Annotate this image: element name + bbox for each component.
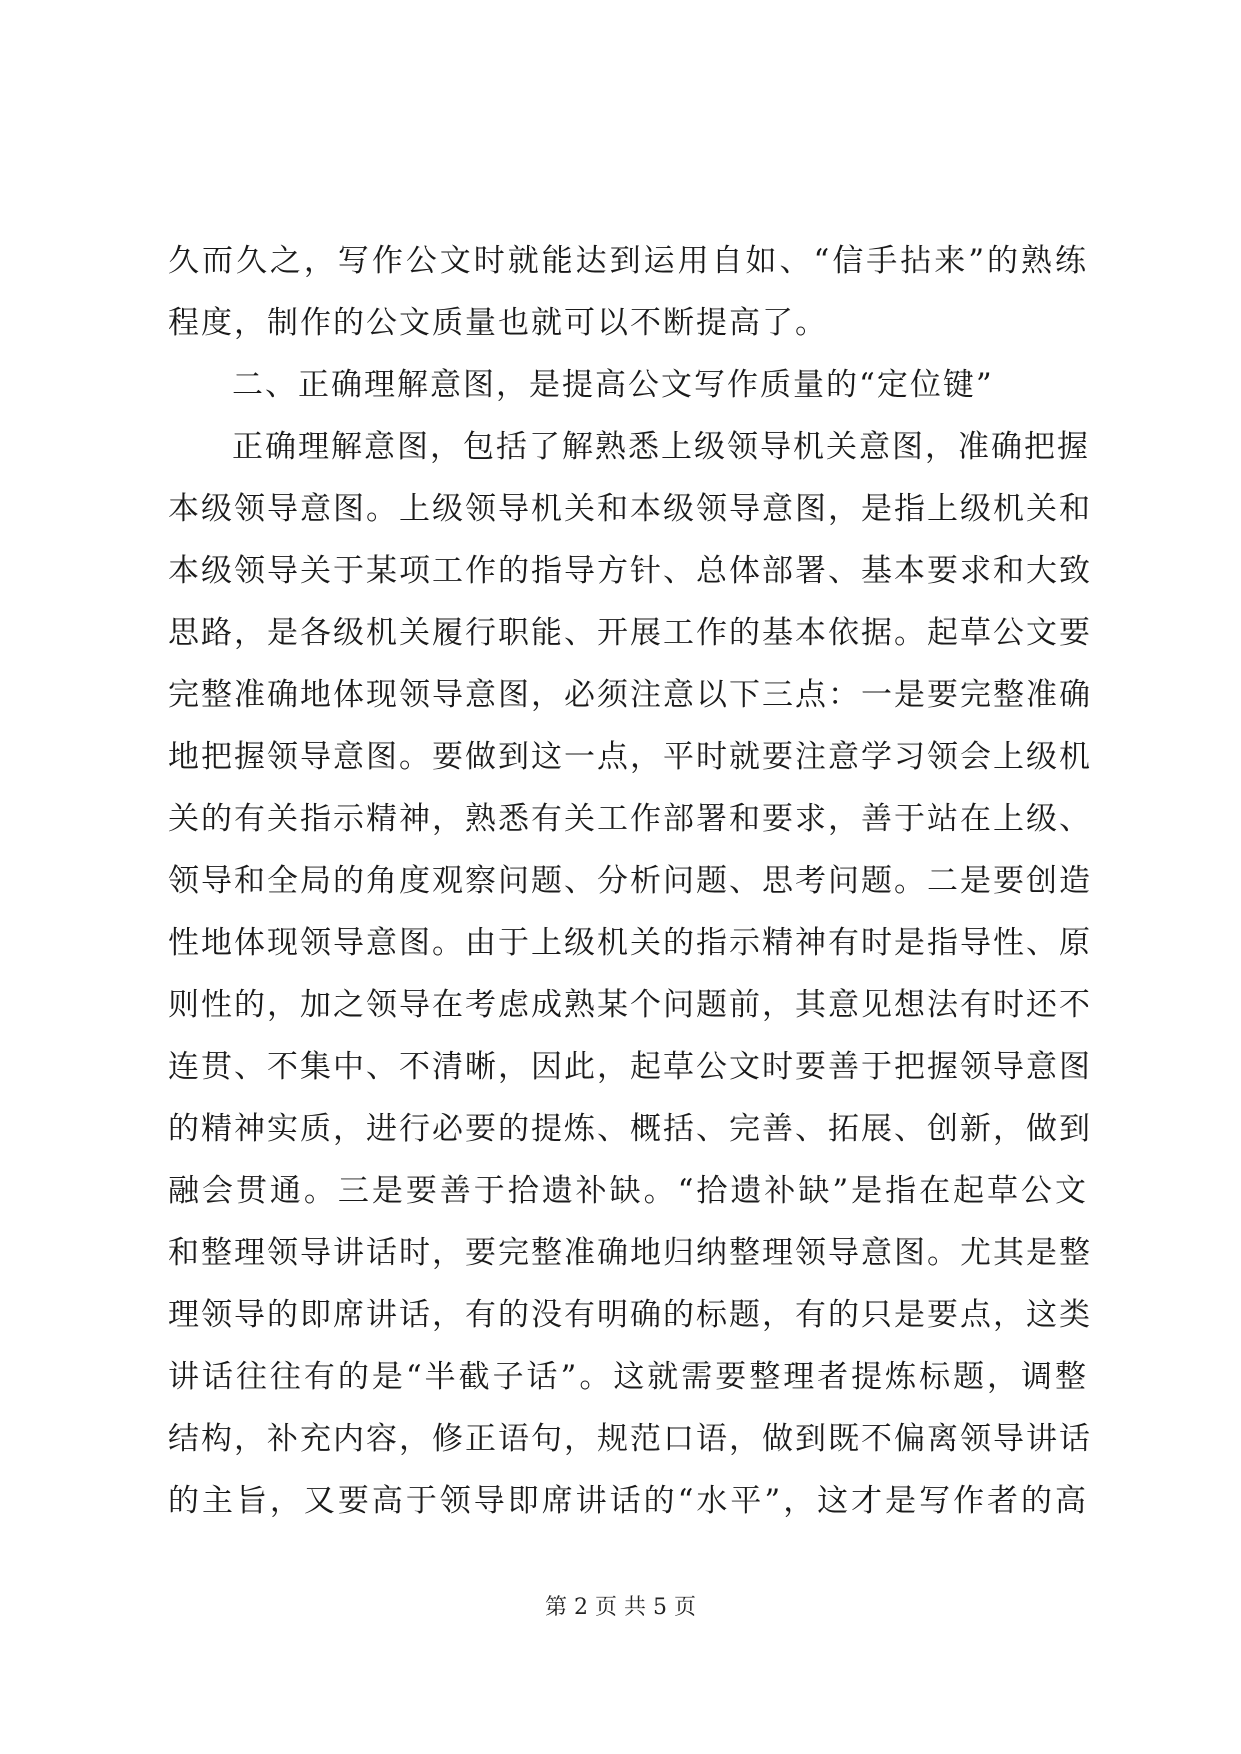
section-heading: 二、正确理解意图，是提高公文写作质量的“定位键” [232,367,994,403]
text-line-1: 久而久之，写作公文时就能达到运用自如、“信手拈来”的熟练 [168,243,1088,279]
text-line-7: 思路，是各级机关履行职能、开展工作的基本依据。起草公文要 [168,615,1092,651]
page-number-footer: 第 2 页 共 5 页 [545,1595,696,1620]
text-line-10: 关的有关指示精神，熟悉有关工作部署和要求，善于站在上级、 [168,801,1092,837]
text-line-18: 理领导的即席讲话，有的没有明确的标题，有的只是要点，这类 [168,1297,1092,1333]
text-line-20: 结构，补充内容，修正语句，规范口语，做到既不偏离领导讲话 [168,1421,1092,1457]
text-line-17: 和整理领导讲话时，要完整准确地归纳整理领导意图。尤其是整 [168,1235,1092,1271]
text-line-19: 讲话往往有的是“半截子话”。这就需要整理者提炼标题，调整 [168,1359,1088,1395]
text-line-9: 地把握领导意图。要做到这一点，平时就要注意学习领会上级机 [168,739,1092,775]
text-line-8: 完整准确地体现领导意图，必须注意以下三点：一是要完整准确 [168,677,1092,713]
text-line-14: 连贯、不集中、不清晰，因此，起草公文时要善于把握领导意图 [168,1049,1092,1085]
text-line-12: 性地体现领导意图。由于上级机关的指示精神有时是指导性、原 [168,925,1092,961]
text-line-16: 融会贯通。三是要善于拾遗补缺。“拾遗补缺”是指在起草公文 [168,1173,1088,1209]
text-line-13: 则性的，加之领导在考虑成熟某个问题前，其意见想法有时还不 [168,987,1092,1023]
text-line-21: 的主旨，又要高于领导即席讲话的“水平”，这才是写作者的高 [168,1483,1088,1519]
text-line-15: 的精神实质，进行必要的提炼、概括、完善、拓展、创新，做到 [168,1111,1092,1147]
text-line-4: 正确理解意图，包括了解熟悉上级领导机关意图，准确把握 [232,429,1090,465]
text-line-5: 本级领导意图。上级领导机关和本级领导意图，是指上级机关和 [168,491,1092,527]
text-line-6: 本级领导关于某项工作的指导方针、总体部署、基本要求和大致 [168,553,1092,589]
text-line-11: 领导和全局的角度观察问题、分析问题、思考问题。二是要创造 [168,863,1092,899]
text-line-2: 程度，制作的公文质量也就可以不断提高了。 [168,305,828,341]
